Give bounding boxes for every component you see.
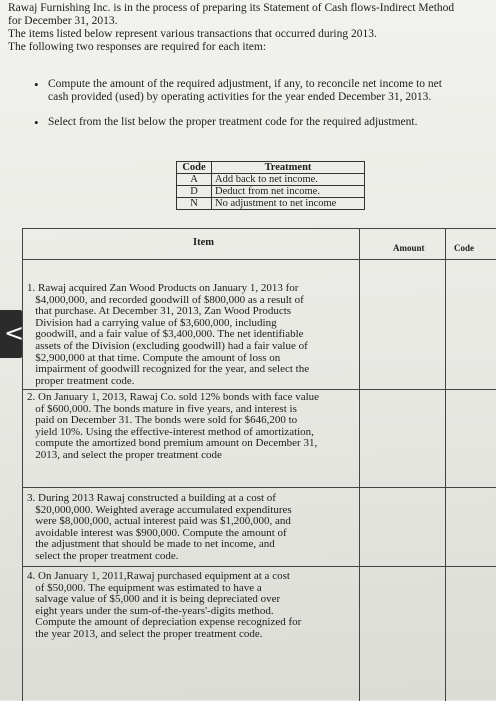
bullet-icon: • xyxy=(34,77,39,92)
item-line: select the proper treatment code. xyxy=(27,550,179,562)
code-column-header: Code xyxy=(454,243,474,253)
row-divider xyxy=(23,389,496,390)
item-line: proper treatment code. xyxy=(27,375,135,387)
table-row xyxy=(177,198,365,210)
item-line: 2013, and select the proper treatment code xyxy=(27,449,222,461)
item-line: impairment of goodwill recognized for the year, and select the xyxy=(27,364,310,376)
item-3 xyxy=(27,493,357,563)
treatment-cell: No adjustment to net income xyxy=(212,198,365,210)
code-cell: D xyxy=(177,186,212,198)
code-header: Code xyxy=(177,162,212,174)
amount-column-header: Amount xyxy=(393,243,425,253)
item-line: $4,000,000, and recorded goodwill of $800,000 as a result of xyxy=(27,294,304,306)
items-table xyxy=(22,228,496,701)
back-nav-button[interactable] xyxy=(0,310,25,358)
item-line: paid on December 31. The bonds were sold for $646,200 to xyxy=(27,415,298,427)
item-line: Compute the amount of depreciation expense recognized for xyxy=(27,617,302,629)
item-line: of $600,000. The bonds mature in five years, and interest is xyxy=(27,403,297,415)
intro-line: for December 31, 2013. xyxy=(8,15,118,27)
item-2 xyxy=(27,392,357,462)
item-line: assets of the Division (excluding goodwill) had a fair value of xyxy=(27,340,308,352)
requirements-list xyxy=(34,77,488,141)
treatment-code-table xyxy=(176,161,365,210)
requirement-line: cash provided (used) by operating activities for the year ended December 31, 2013. xyxy=(48,91,432,103)
row-divider xyxy=(23,259,496,260)
item-line: 3. During 2013 Rawaj constructed a building at a cost of xyxy=(27,493,276,504)
treatment-header: Treatment xyxy=(212,162,365,174)
requirement-compute xyxy=(34,77,488,104)
item-line: 2. On January 1, 2013, Rawaj Co. sold 12% bonds with face value xyxy=(27,392,320,403)
item-line: avoidable interest was $900,000. Compute the amount of xyxy=(27,527,287,539)
intro-line: Rawaj Furnishing Inc. is in the process of preparing its Statement of Cash flows-Indirect Method xyxy=(8,2,455,14)
row-divider xyxy=(23,487,496,488)
code-cell: N xyxy=(177,198,212,210)
table-row xyxy=(177,174,365,186)
treatment-cell: Add back to net income. xyxy=(212,174,365,186)
item-column-header: Item xyxy=(193,237,214,248)
intro-line: The items listed below represent various transactions that occurred during 2013. xyxy=(8,28,377,40)
table-row xyxy=(177,186,365,198)
item-line: Division had a carrying value of $3,600,000, including xyxy=(27,317,277,329)
code-cell: A xyxy=(177,174,212,186)
item-line: compute the amortized bond premium amount on December 31, xyxy=(27,438,318,450)
item-line: 1. Rawaj acquired Zan Wood Products on January 1, 2013 for xyxy=(27,283,299,294)
item-line: 4. On January 1, 2011,Rawaj purchased equipment at a cost xyxy=(27,571,290,582)
row-divider xyxy=(23,566,496,567)
item-line: that purchase. At December 31, 2013, Zan Wood Products xyxy=(27,306,292,318)
item-line: the adjustment that should be made to net income, and xyxy=(27,539,275,551)
items-table-header xyxy=(23,229,496,259)
requirement-line: Select from the list below the proper treatment code for the required adjustment. xyxy=(48,116,418,128)
item-line: eight years under the sum-of-the-years'-digits method. xyxy=(27,605,274,617)
item-line: were $8,000,000, actual interest paid was $1,200,000, and xyxy=(27,516,291,528)
item-line: $2,900,000 at that time. Compute the amount of loss on xyxy=(27,352,281,364)
item-1 xyxy=(27,283,357,387)
column-divider xyxy=(445,229,446,701)
intro-text xyxy=(8,2,488,54)
item-4 xyxy=(27,571,357,641)
item-line: salvage value of $5,000 and it is being depreciated over xyxy=(27,594,281,606)
intro-line: The following two responses are required for each item: xyxy=(8,41,267,53)
item-line: goodwill, and a fair value of $3,400,000. The net identifiable xyxy=(27,329,304,341)
chevron-left-icon: < xyxy=(4,319,25,347)
bullet-icon: • xyxy=(34,115,39,130)
treatment-cell: Deduct from net income. xyxy=(212,186,365,198)
requirement-select xyxy=(34,115,488,130)
item-line: yield 10%. Using the effective-interest method of amortization, xyxy=(27,426,314,438)
item-line: $20,000,000. Weighted average accumulated expenditures xyxy=(27,504,292,516)
item-line: of $50,000. The equipment was estimated to have a xyxy=(27,582,262,594)
column-divider xyxy=(359,229,360,701)
item-line: the year 2013, and select the proper treatment code. xyxy=(27,628,263,640)
requirement-line: Compute the amount of the required adjustment, if any, to reconcile net income to net xyxy=(48,78,442,90)
